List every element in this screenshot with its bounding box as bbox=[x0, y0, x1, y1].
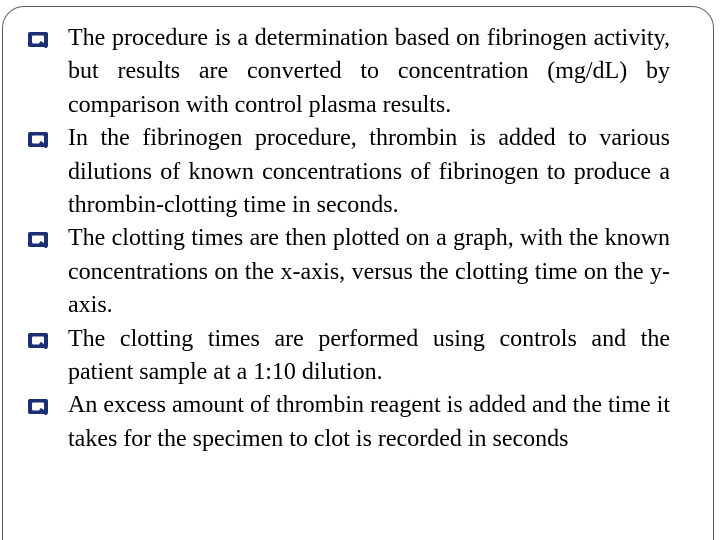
checkbox-bullet-icon bbox=[27, 398, 49, 415]
bullet-item bbox=[0, 389, 670, 456]
bullet-item bbox=[0, 122, 670, 222]
bullet-item bbox=[0, 323, 670, 390]
checkbox-bullet-icon bbox=[27, 31, 49, 48]
bullet-text: An excess amount of thrombin reagent is added and the time it takes for the specimen to clot is recorded in seconds bbox=[68, 392, 670, 452]
bullet-list bbox=[0, 22, 670, 456]
checkbox-bullet-icon bbox=[27, 131, 49, 148]
bullet-text: In the fibrinogen procedure, thrombin is added to various dilutions of known concentrations of fibrinogen to produce a thrombin-clotting time in seconds. bbox=[68, 125, 670, 219]
checkbox-bullet-icon bbox=[27, 231, 49, 248]
checkbox-bullet-icon bbox=[27, 332, 49, 349]
bullet-item bbox=[0, 222, 670, 322]
bullet-text: The clotting times are then plotted on a graph, with the known concentrations on the x-axis, versus the clotting time on the y-axis. bbox=[68, 225, 670, 319]
bullet-text: The clotting times are performed using controls and the patient sample at a 1:10 dilution. bbox=[68, 325, 670, 386]
bullet-text: The procedure is a determination based on fibrinogen activity, but results are converted to concentration (mg/dL) by comparison with control plasma results. bbox=[68, 25, 670, 118]
bullet-item bbox=[0, 22, 670, 122]
